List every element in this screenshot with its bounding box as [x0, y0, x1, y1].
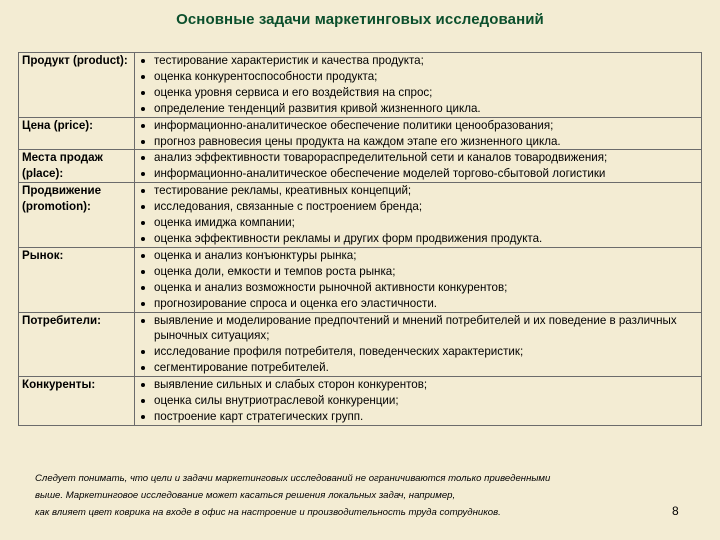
list-item: оценка доли, емкости и темпов роста рынка;: [138, 264, 699, 280]
footnote-line: выше. Маркетинговое исследование может касаться решения локальных задач, например,: [35, 490, 456, 501]
page-title: Основные задачи маркетинговых исследований: [176, 11, 544, 28]
list-item: оценка имиджа компании;: [138, 215, 699, 231]
table-row: [19, 312, 702, 377]
list-item: оценка силы внутриотраслевой конкуренции;: [138, 393, 699, 409]
list-item: выявление и моделирование предпочтений и мнений потребителей и их поведение в различных рыночных ситуациях;: [138, 313, 699, 345]
list-item: тестирование рекламы, креативных концепций;: [138, 183, 699, 199]
list-item: прогноз равновесия цены продукта на каждом этапе его жизненного цикла.: [138, 134, 699, 150]
list-item: определение тенденций развития кривой жизненного цикла.: [138, 101, 699, 117]
list-item: анализ эффективности товарораспределительной сети и каналов товародвижения;: [138, 150, 699, 166]
page-number: 8: [672, 504, 679, 518]
category-cell: Места продаж (place):: [19, 150, 135, 183]
list-item: оценка конкурентоспособности продукта;: [138, 69, 699, 85]
table-row: [19, 247, 702, 312]
list-item: оценка и анализ возможности рыночной активности конкурентов;: [138, 280, 699, 296]
category-cell: Конкуренты:: [19, 377, 135, 426]
list-item: прогнозирование спроса и оценка его эластичности.: [138, 296, 699, 312]
table-row: [19, 183, 702, 248]
table-row: [19, 150, 702, 183]
list-item: выявление сильных и слабых сторон конкурентов;: [138, 377, 699, 393]
footnote-line: как влияет цвет коврика на входе в офис на настроение и производительность труда сотрудников.: [35, 507, 501, 518]
items-cell: [135, 53, 702, 118]
list-item: информационно-аналитическое обеспечение моделей торгово-сбытовой логистики: [138, 166, 699, 182]
list-item: тестирование характеристик и качества продукта;: [138, 53, 699, 69]
footnote: [35, 470, 675, 521]
list-item: оценка эффективности рекламы и других форм продвижения продукта.: [138, 231, 699, 247]
category-cell: Рынок:: [19, 247, 135, 312]
items-cell: [135, 183, 702, 248]
table-row: [19, 377, 702, 426]
category-cell: Продвижение (promotion):: [19, 183, 135, 248]
items-cell: [135, 377, 702, 426]
items-cell: [135, 312, 702, 377]
tasks-table: [18, 52, 702, 426]
list-item: построение карт стратегических групп.: [138, 409, 699, 425]
list-item: информационно-аналитическое обеспечение политики ценообразования;: [138, 118, 699, 134]
table-row: [19, 117, 702, 150]
category-cell: Цена (price):: [19, 117, 135, 150]
list-item: оценка уровня сервиса и его воздействия на спрос;: [138, 85, 699, 101]
list-item: оценка и анализ конъюнктуры рынка;: [138, 248, 699, 264]
items-cell: [135, 150, 702, 183]
items-cell: [135, 247, 702, 312]
items-cell: [135, 117, 702, 150]
category-cell: Продукт (product):: [19, 53, 135, 118]
list-item: исследование профиля потребителя, поведенческих характеристик;: [138, 344, 699, 360]
list-item: исследования, связанные с построением бренда;: [138, 199, 699, 215]
table-row: [19, 53, 702, 118]
category-cell: Потребители:: [19, 312, 135, 377]
list-item: сегментирование потребителей.: [138, 360, 699, 376]
footnote-line: Следует понимать, что цели и задачи маркетинговых исследований не ограничиваются только приведенными: [35, 473, 551, 484]
